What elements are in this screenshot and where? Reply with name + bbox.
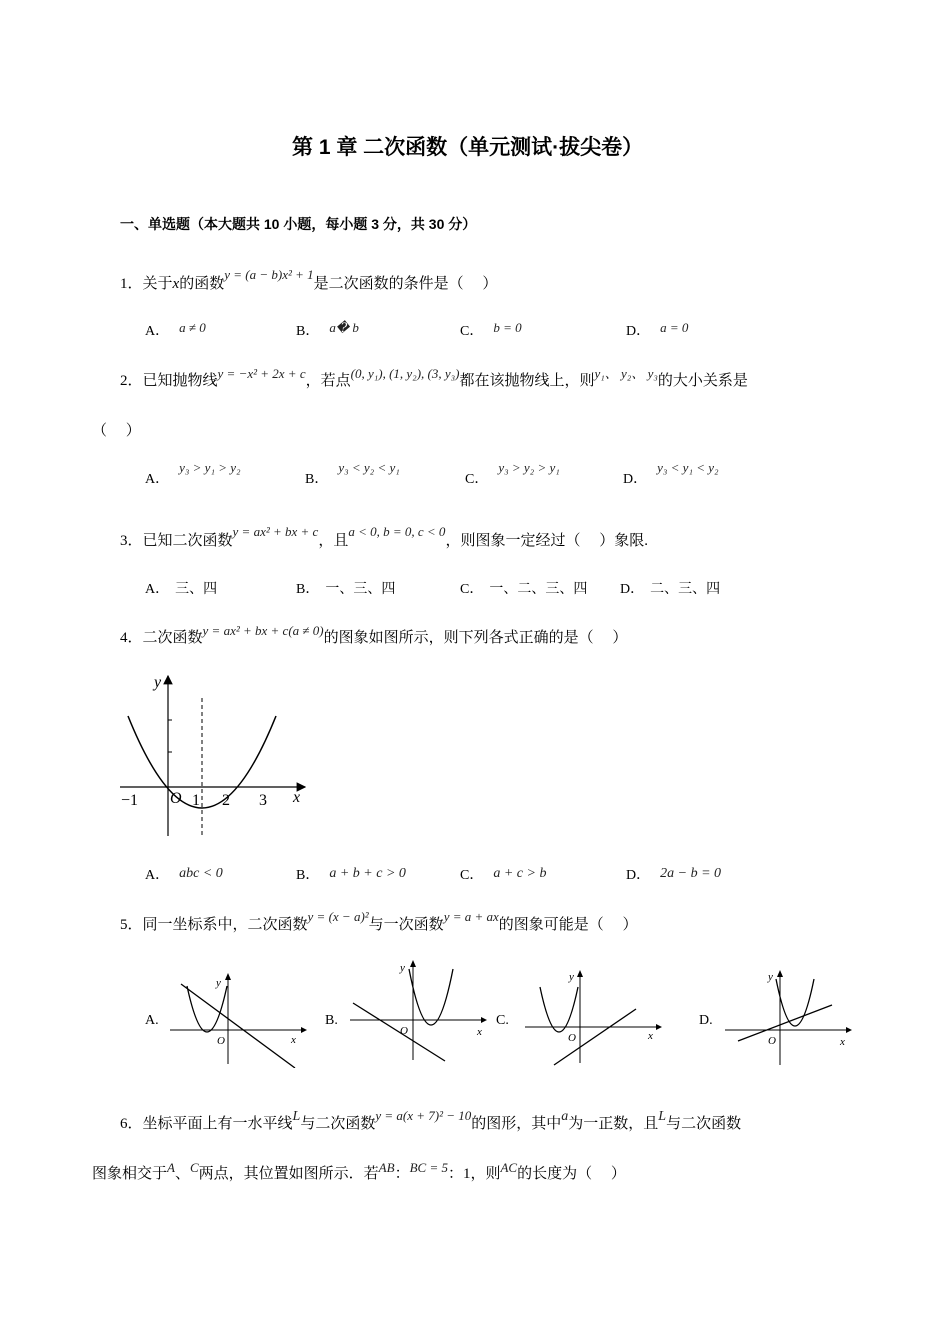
- q4-option-b[interactable]: B． a + b + c > 0: [296, 866, 406, 883]
- q5-option-d-graph[interactable]: [720, 965, 855, 1070]
- q4-x-label: x: [293, 789, 301, 806]
- q3-option-c[interactable]: C． 一、二、三、四: [460, 582, 588, 597]
- q5-option-a-label[interactable]: A.: [145, 1013, 159, 1028]
- q4-tick-neg1: −1: [121, 792, 139, 809]
- q4-y-label: y: [154, 674, 162, 691]
- q2-formula: y = −x² + 2x + c: [217, 366, 306, 381]
- q2-option-d[interactable]: D．y₃ < y₁ < y₂: [623, 460, 719, 487]
- q4-tick-3: 3: [259, 792, 267, 809]
- q3-option-a[interactable]: A． 三、四: [145, 582, 218, 597]
- svg-text:O: O: [568, 1032, 576, 1044]
- q4-origin-label: O: [170, 790, 182, 807]
- question-4: 4．二次函数y = ax² + bx + c(a ≠ 0)的图象如图所示，则下列各式正确的是（ ）: [120, 623, 628, 646]
- q3-condition: a < 0, b = 0, c < 0: [348, 524, 446, 539]
- svg-text:O: O: [768, 1035, 776, 1047]
- section-header: 一、单选题（本大题共 10 小题，每小题 3 分，共 30 分）: [120, 216, 477, 232]
- q4-parabola-graph: [110, 668, 310, 843]
- question-6: 6．坐标平面上有一水平线L与二次函数y = a(x + 7)² − 10的图形，其中a为一正数，且L与二次函数: [120, 1108, 742, 1132]
- question-5: 5．同一坐标系中，二次函数y = (x − a)²与一次函数y = a + ax的图象可能是（ ）: [120, 909, 638, 933]
- q4-tick-1: 1: [192, 792, 200, 809]
- q2-line2: （ ）: [92, 423, 141, 439]
- q4-option-d[interactable]: D． 2a − b = 0: [626, 866, 722, 883]
- svg-text:O: O: [217, 1035, 225, 1047]
- q2-option-b[interactable]: B．y₃ < y₂ < y₁: [305, 460, 400, 487]
- q1-text-mid: 的函数: [179, 276, 225, 292]
- q1-option-a[interactable]: A． a ≠ 0: [145, 320, 206, 339]
- question-3: 3．已知二次函数y = ax² + bx + c，且a < 0, b = 0, c < 0，则图象一定经过（ ）象限.: [120, 524, 648, 549]
- svg-text:y: y: [216, 977, 221, 989]
- question-2: 2．已知抛物线y = −x² + 2x + c，若点(0, y₁), (1, y₂), (3, y₃)都在该抛物线上，则y₁、 y₂、 y₃的大小关系是: [120, 366, 748, 389]
- q1-option-c[interactable]: C． b = 0: [460, 320, 522, 339]
- svg-text:x: x: [648, 1030, 653, 1042]
- q1-option-b[interactable]: B． a� b: [296, 320, 359, 339]
- q1-text-post: 是二次函数的条件是（ ）: [313, 276, 498, 292]
- q5-option-c-graph[interactable]: [520, 965, 665, 1070]
- q6-formula: y = a(x + 7)² − 10: [375, 1108, 472, 1123]
- q4-option-c[interactable]: C． a + c > b: [460, 866, 547, 883]
- q4-formula: y = ax² + bx + c(a ≠ 0): [202, 623, 324, 638]
- q1-option-d[interactable]: D． a = 0: [626, 320, 689, 339]
- q1-text-pre: 关于: [142, 276, 173, 292]
- svg-text:O: O: [400, 1025, 408, 1037]
- svg-text:x: x: [477, 1026, 482, 1038]
- q5-formula-1: y = (x − a)²: [307, 909, 369, 924]
- q5-option-c-label[interactable]: C.: [496, 1013, 509, 1028]
- q1-formula: y = (a − b)x² + 1: [224, 267, 314, 282]
- q2-vars: y₁、 y₂、 y₃: [594, 366, 658, 381]
- q5-option-d-label[interactable]: D.: [699, 1013, 713, 1028]
- q1-number: 1．: [120, 276, 143, 292]
- q2-points: (0, y₁), (1, y₂), (3, y₃): [350, 366, 460, 381]
- svg-text:y: y: [400, 962, 405, 974]
- svg-text:y: y: [569, 971, 574, 983]
- q5-option-b-label[interactable]: B.: [325, 1013, 338, 1028]
- svg-text:y: y: [768, 971, 773, 983]
- q1-var: x: [172, 276, 180, 292]
- question-1: [120, 267, 498, 293]
- question-6-line2: 图象相交于A、C两点，其位置如图所示．若AB：BC = 5：1，则AC的长度为（ ）: [92, 1160, 626, 1182]
- q2-option-c[interactable]: C．y₃ > y₂ > y₁: [465, 460, 560, 487]
- svg-text:x: x: [291, 1034, 296, 1046]
- page-title: 第 1 章 二次函数（单元测试·拔尖卷）: [292, 136, 644, 159]
- q5-formula-2: y = a + ax: [443, 909, 499, 924]
- q3-option-d[interactable]: D． 二、三、四: [620, 582, 721, 597]
- q4-option-a[interactable]: A． abc < 0: [145, 866, 223, 883]
- svg-text:x: x: [840, 1036, 845, 1048]
- q2-option-a[interactable]: A．y₃ > y₁ > y₂: [145, 460, 241, 487]
- q5-option-b-graph[interactable]: [345, 955, 490, 1065]
- q5-option-a-graph[interactable]: [165, 968, 310, 1068]
- q3-option-b[interactable]: B． 一、三、四: [296, 582, 396, 597]
- q3-formula: y = ax² + bx + c: [232, 524, 319, 539]
- q4-tick-2: 2: [222, 792, 230, 809]
